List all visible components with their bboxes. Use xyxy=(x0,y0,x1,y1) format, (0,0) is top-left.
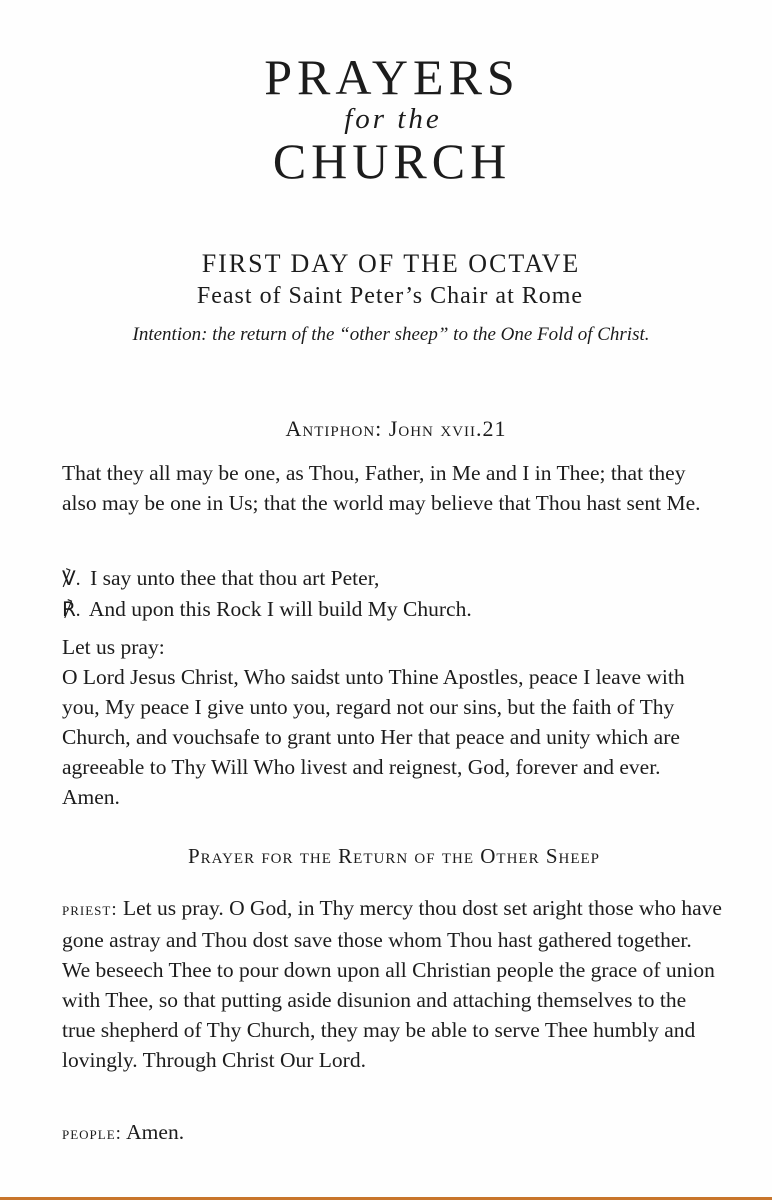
title-line-church: CHURCH xyxy=(272,133,512,189)
prayer-block xyxy=(62,632,722,812)
people-text: Amen. xyxy=(126,1120,185,1144)
people-label: people: xyxy=(62,1123,122,1144)
versicle-text: I say unto thee that thou art Peter, xyxy=(90,566,380,590)
priest-label: priest: xyxy=(62,899,118,920)
title-line-prayers: PRAYERS xyxy=(264,49,520,105)
return-prayer-heading: Prayer for the Return of the Other Sheep xyxy=(187,844,601,868)
response-icon: ℟. xyxy=(62,599,81,621)
priest-text: Let us pray. O God, in Thy mercy thou dost set aright those who have gone astray and Thou dost save those whom Thou hast gathered together. We beseech Thee to pour down upon all Christian people the grace of union with Thee, so that putting aside disunion and attaching themselves to the true shepherd of Thy Church, they may be able to serve Thee humbly and lovingly. Through Christ Our Lord. xyxy=(62,896,722,1072)
people-paragraph xyxy=(62,1117,722,1149)
prayer-text: O Lord Jesus Christ, Who saidst unto Thine Apostles, peace I leave with you, My peace I give unto you, regard not our sins, but the faith of Thy Church, and vouchsafe to grant unto Her that peace and unity which are agreeable to Thy Will Who livest and reignest, God, forever and ever. Amen. xyxy=(62,665,685,809)
intention-line: Intention: the return of the “other sheep” to the One Fold of Christ. xyxy=(132,324,650,345)
versicles xyxy=(62,563,722,625)
day-header xyxy=(0,248,772,348)
antiphon-text: That they all may be one, as Thou, Father, in Me and I in Thee; that they also may be one in Us; that the world may believe that Thou hast sent Me. xyxy=(62,461,701,515)
antiphon-heading: Antiphon: John xvii.21 xyxy=(285,416,507,441)
title-line-for-the: for the xyxy=(344,103,442,135)
versicle-icon: ℣. xyxy=(62,568,81,590)
document-title xyxy=(0,50,772,188)
prayer-intro: Let us pray: xyxy=(62,635,165,659)
versicle-line xyxy=(62,563,722,594)
priest-paragraph xyxy=(62,893,722,1075)
response-line xyxy=(62,594,722,625)
day-heading: FIRST DAY OF THE OCTAVE xyxy=(201,249,581,278)
day-subheading: Feast of Saint Peter’s Chair at Rome xyxy=(196,283,584,309)
response-text: And upon this Rock I will build My Church. xyxy=(88,597,472,621)
